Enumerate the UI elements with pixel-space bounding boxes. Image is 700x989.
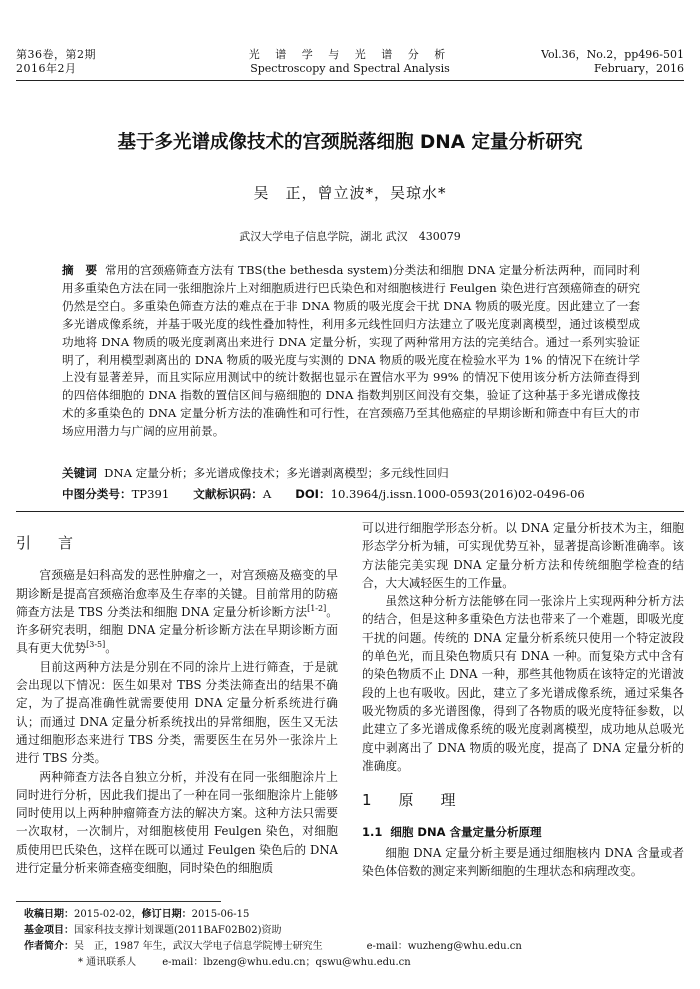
paper-title: 基于多光谱成像技术的宫颈脱落细胞 DNA 定量分析研究 bbox=[117, 132, 583, 153]
intro-paragraph-1 bbox=[16, 566, 338, 657]
right-column bbox=[362, 519, 684, 880]
footnote-divider bbox=[16, 901, 221, 902]
doc-code-label: 文献标识码： bbox=[193, 487, 263, 501]
citation-ref: [3-5] bbox=[86, 640, 106, 650]
section-1-paragraph-1: 细胞 DNA 定量分析主要是通过细胞核内 DNA 含量或者染色体倍数的测定来判断细胞的生理状态和病理改变。 bbox=[362, 845, 684, 879]
fund-value: 国家科技支撑计划课题(2011BAF02B02)资助 bbox=[74, 925, 282, 936]
subsection-number: 1.1 bbox=[362, 825, 383, 840]
header-divider bbox=[16, 80, 684, 81]
classification-line bbox=[62, 486, 662, 503]
doi-value: 10.3964/j.issn.1000-0593(2016)02-0496-06 bbox=[330, 487, 585, 501]
corresponding-label: * 通讯联系人 bbox=[78, 957, 137, 968]
author-bio: 吴 正，1987 年生，武汉大学电子信息学院博士研究生 bbox=[74, 941, 323, 952]
intro-paragraph-3: 两种筛查方法各自独立分析，并没有在同一张细胞涂片上同时进行分析，因此我们提出了一种在同一张细胞涂片上能够同时使用以上两种肿瘤筛查方法的解决方案。这种方法只需要一次取材，一次制片，对细胞核使用 Feulgen 染色，对细胞质使用巴氏染色，这样在既可以通过 Feulgen 染色后的 DNA 进行定量分析来筛查癌变细胞，同时染色的细胞质 bbox=[16, 769, 338, 876]
volume-issue: 第36卷，第2期 bbox=[16, 48, 96, 61]
abstract bbox=[62, 262, 640, 441]
clc-value: TP391 bbox=[131, 487, 170, 501]
doi-label: DOI： bbox=[295, 487, 331, 501]
footnote-author bbox=[24, 939, 684, 955]
keywords-text: DNA 定量分析；多光谱成像技术；多光谱剥离模型；多元线性回归 bbox=[104, 466, 449, 480]
footnote-fund bbox=[24, 923, 684, 939]
affiliation: 武汉大学电子信息学院，湖北 武汉 430079 bbox=[239, 230, 461, 243]
corresponding-emails: e-mail：lbzeng@whu.edu.cn；qswu@whu.edu.cn bbox=[162, 957, 411, 968]
abstract-divider bbox=[16, 511, 684, 512]
keywords bbox=[62, 465, 640, 482]
received-date: 2015-02-02， bbox=[74, 909, 142, 920]
intro-paragraph-3-continued: 可以进行细胞学形态分析。以 DNA 定量分析技术为主，细胞形态学分析为辅，可实现优势互补，显著提高诊断准确率。该方法能完美实现 DNA 定量分析方法和传统细胞学检查的结合，大大减轻医生的工作量。 bbox=[362, 521, 684, 590]
subsection-1-1-heading bbox=[362, 823, 684, 841]
revised-date: 2015-06-15 bbox=[191, 909, 250, 920]
journal-pages-info bbox=[541, 48, 684, 76]
intro-heading: 引 言 bbox=[16, 534, 80, 552]
section-1-heading: 1 原 理 bbox=[362, 791, 462, 810]
publication-month: February，2016 bbox=[594, 62, 684, 75]
journal-name-en: Spectroscopy and Spectral Analysis bbox=[250, 62, 450, 75]
issue-date: 2016年2月 bbox=[16, 62, 77, 75]
left-column bbox=[16, 534, 338, 877]
author-list: 吴 正，曾立波*，吴琼水* bbox=[253, 184, 447, 202]
subsection-title: 细胞 DNA 含量定量分析原理 bbox=[390, 825, 542, 840]
abstract-label: 摘 要 bbox=[62, 263, 98, 277]
volume-pages: Vol.36，No.2，pp496-501 bbox=[541, 48, 684, 61]
keywords-label: 关键词 bbox=[62, 466, 97, 480]
author-email: e-mail：wuzheng@whu.edu.cn bbox=[366, 941, 522, 952]
fund-label: 基金项目： bbox=[24, 925, 74, 936]
intro-p1-part-c: 。 bbox=[105, 641, 117, 656]
revised-label: 修订日期： bbox=[141, 909, 192, 920]
footnote-dates bbox=[24, 907, 684, 923]
abstract-text: 常用的宫颈癌筛查方法有 TBS(the bethesda system)分类法和细胞 DNA 定量分析法两种，而同时利用多重染色方法在同一张细胞涂片上对细胞质进行巴氏染色和对细胞核进行 Feulgen 染色进行宫颈癌筛查的研究仍然是空白。多重染色筛查方法的难点在于非 DNA 物质的吸光度会干扰 DNA 物质的吸光度。因此建立了一套多光谱成像系统，并基于吸光度的线性叠加特性，利用多元线性回归方法建立了吸光度剥离模型，通过该模型成功地将 DNA 物质的吸光度剥离出来进行 DNA 定量分析，实现了两种常用方法的完美结合。通过一系列实验证明了，利用模型剥离出的 DNA 物质的吸光度与实测的 DNA 物质的吸光度在检验水平为 1% 的情况下在统计学上没有显著差异，而且实际应用测试中的统计数据也显示在置信水平为 99% 的情况下使用该分析方法筛查得到的四倍体细胞的 DNA 指数的置信区间与癌细胞的 DNA 指数判别区间没有交集，验证了这种基于多光谱成像技术的多重染色的 DNA 定量分析方法的准确性和可行性，在宫颈癌乃至其他癌症的早期诊断和筛查中有巨大的市场应用潜力与广阔的应用前景。 bbox=[62, 263, 640, 439]
clc-label: 中图分类号： bbox=[62, 487, 132, 501]
citation-ref: [1-2] bbox=[307, 604, 327, 613]
author-bio-label: 作者简介： bbox=[24, 941, 74, 952]
journal-name-cn: 光 谱 学 与 光 谱 分 析 bbox=[248, 48, 452, 61]
intro-p1-part-b: 。许多研究表明，细胞 DNA 定量分析诊断方法在早期诊断方面具有更大优势 bbox=[16, 604, 338, 656]
intro-p1-part-a: 宫颈癌是妇科高发的恶性肿瘤之一，对宫颈癌及癌变的早期诊断是提高宫颈癌治愈率及生存率的关键。目前常用的防癌筛查方法是 TBS 分类法和细胞 DNA 定量分析诊断方法 bbox=[16, 568, 338, 619]
footnote-correspondence bbox=[78, 955, 700, 971]
intro-paragraph-4: 虽然这种分析方法能够在同一张涂片上实现两种分析方法的结合，但是这种多重染色方法也带来了一个难题，即吸光度干扰的问题。传统的 DNA 定量分析系统只使用一个特定波段的单色光，而且染色物质只有 DNA 一种。而复染方式中含有的染色物质不止 DNA 一种，那些其他物质在该特定的光谱波段的上也有吸收。因此，建立了多光谱成像系统，通过采集各吸光物质的多光谱图像，得到了各物质的吸光度特征参数，以此建立了多光谱成像系统的吸光度剥离模型，成功地从总吸光度中剥离出了 DNA 物质的吸光度，提高了 DNA 定量分析的准确度。 bbox=[362, 594, 684, 773]
received-label: 收稿日期： bbox=[24, 909, 74, 920]
doc-code-value: A bbox=[262, 487, 272, 501]
intro-paragraph-2: 目前这两种方法是分别在不同的涂片上进行筛查，于是就会出现以下情况：医生如果对 TBS 分类法筛查出的结果不确定，为了提高准确性就需要使用 DNA 定量分析系统进行确认；而通过 DNA 定量分析系统找出的异常细胞，医生又无法通过细胞形态来进行 TBS 分类，需要医生在另外一张涂片上进行 TBS 分类。 bbox=[16, 659, 338, 766]
